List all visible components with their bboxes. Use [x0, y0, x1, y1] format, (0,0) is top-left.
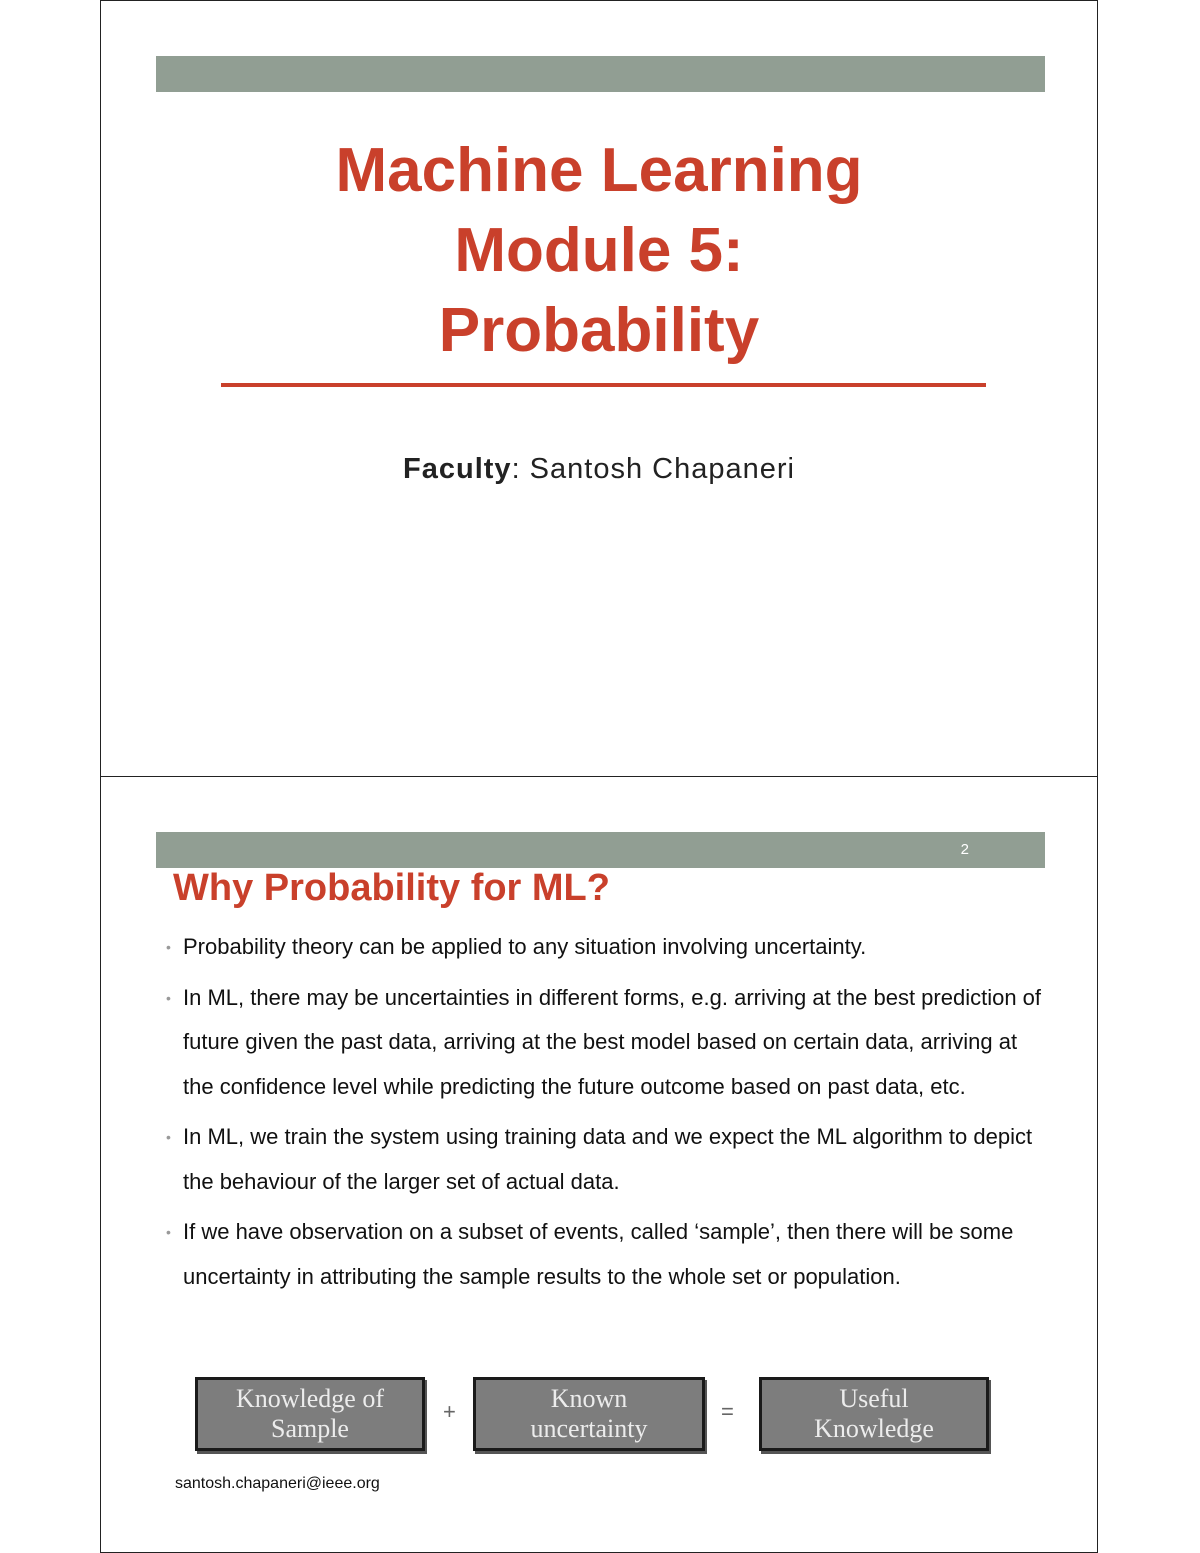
bullet-list: [163, 925, 1043, 1305]
bullet-text: In ML, we train the system using training data and we expect the ML algorithm to depict the behaviour of the larger set of actual data.: [183, 1124, 1033, 1194]
box-line: uncertainty: [530, 1414, 648, 1443]
slide-number: 2: [960, 841, 969, 858]
author-email: santosh.chapaneri@ieee.org: [175, 1475, 380, 1492]
faculty-label: Faculty: [403, 453, 512, 485]
title-line-3: Probability: [438, 296, 760, 365]
bullet-marker: •: [166, 1129, 171, 1145]
equals-sign: =: [721, 1399, 734, 1424]
bullet-text: In ML, there may be uncertainties in different forms, e.g. arriving at the best prediction of future given the past data, arriving at the best model based on certain data, arriving at the confidence level while predicting the future outcome based on past data, etc.: [183, 984, 1042, 1099]
title-line-1: Machine Learning: [335, 136, 863, 205]
bullet-item: [163, 1115, 1043, 1204]
bullet-item: [163, 1210, 1043, 1299]
title-line-2: Module 5:: [454, 216, 744, 285]
slide-1: [100, 0, 1098, 777]
plus-sign: +: [443, 1399, 456, 1424]
bullet-marker: •: [166, 939, 171, 955]
bullet-marker: •: [166, 989, 171, 1006]
bullet-text: If we have observation on a subset of events, called ‘sample’, then there will be some uncertainty in attributing the sample results to the whole set or population.: [183, 1219, 1014, 1289]
knowledge-of-sample-box: [195, 1377, 425, 1451]
bullet-text: Probability theory can be applied to any situation involving uncertainty.: [183, 934, 867, 959]
known-uncertainty-box: [473, 1377, 705, 1451]
box-line: Knowledge of: [235, 1384, 384, 1413]
bullet-item: [163, 976, 1043, 1110]
slide-2: [100, 776, 1098, 1553]
box-line: Sample: [270, 1414, 349, 1443]
bullet-marker: •: [166, 1224, 171, 1240]
faculty-name: : Santosh Chapaneri: [511, 453, 795, 485]
faculty-line: [101, 453, 1097, 486]
box-line: Known: [550, 1384, 628, 1413]
box-line: Useful: [839, 1384, 909, 1413]
box-line: Knowledge: [814, 1414, 934, 1443]
slide-title: Why Probability for ML?: [173, 867, 610, 909]
useful-knowledge-box: [759, 1377, 989, 1451]
header-bar: [156, 56, 1045, 92]
bullet-item: [163, 925, 1043, 970]
knowledge-diagram: [195, 1377, 995, 1457]
header-bar: [156, 832, 1045, 868]
title-divider: [221, 383, 986, 387]
slide-title: [101, 131, 1097, 371]
